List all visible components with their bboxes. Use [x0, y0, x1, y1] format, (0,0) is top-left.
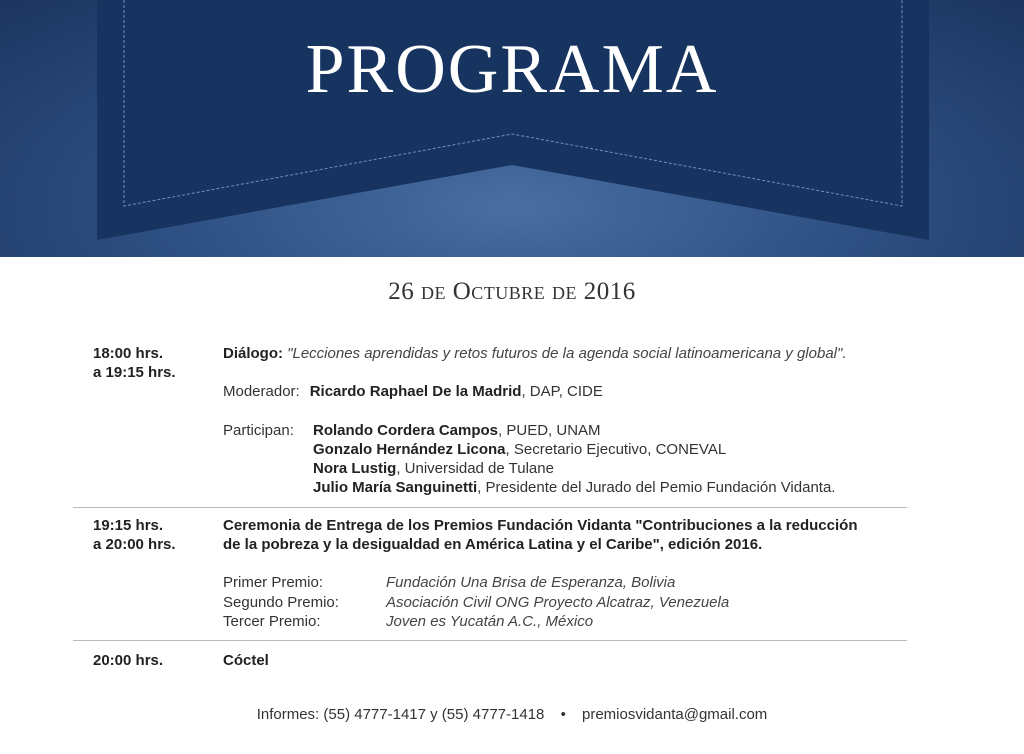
prize-value: Joven es Yucatán A.C., México [386, 613, 594, 630]
session-time: 20:00 hrs. [93, 652, 164, 669]
ceremonia-line: de la pobreza y la desigualdad en América Latina y el Caribe", edición 2016. [223, 536, 763, 553]
prize-value: Asociación Civil ONG Proyecto Alcatraz, Venezuela [386, 594, 730, 611]
informes-text: Informes: (55) 4777-1417 y (55) 4777-1418 [256, 706, 545, 723]
bullet-separator: • [560, 706, 566, 723]
prize-label: Tercer Premio: [223, 613, 321, 630]
email-link[interactable]: premiosvidanta@gmail.com [582, 706, 768, 723]
event-date: 26 de Octubre de 2016 [388, 278, 636, 305]
dialogo-line: Diálogo: "Lecciones aprendidas y retos futuros de la agenda social latinoamericana y global". [223, 345, 847, 362]
participant-item: Rolando Cordera Campos, PUED, UNAM [313, 422, 601, 439]
moderador-line: Moderador: Ricardo Raphael De la Madrid, DAP, CIDE [223, 383, 603, 400]
page-title: PROGRAMA [305, 31, 719, 108]
header-banner [0, 0, 1024, 257]
prize-label: Segundo Premio: [223, 594, 339, 611]
session-time: 19:15 hrs. a 20:00 hrs. [93, 517, 176, 553]
participant-item: Julio María Sanguinetti, Presidente del Jurado del Pemio Fundación Vidanta. [313, 479, 836, 496]
prize-label: Primer Premio: [223, 574, 324, 591]
session-dialogo [73, 344, 907, 504]
session-ceremonia [73, 516, 907, 636]
prize-value: Fundación Una Brisa de Esperanza, Bolivia [386, 574, 676, 591]
participant-item: Nora Lustig, Universidad de Tulane [313, 460, 554, 477]
footer-contact [0, 706, 1024, 723]
divider [73, 640, 907, 641]
ceremonia-line: Ceremonia de Entrega de los Premios Fundación Vidanta "Contribuciones a la reducción [223, 517, 858, 534]
divider [73, 507, 907, 508]
session-time: 18:00 hrs. a 19:15 hrs. [93, 345, 176, 381]
participan-label: Participan: [223, 422, 294, 439]
coctel-line: Cóctel [223, 652, 269, 669]
session-coctel [73, 651, 907, 671]
participant-item: Gonzalo Hernández Licona, Secretario Ejecutivo, CONEVAL [313, 441, 727, 458]
